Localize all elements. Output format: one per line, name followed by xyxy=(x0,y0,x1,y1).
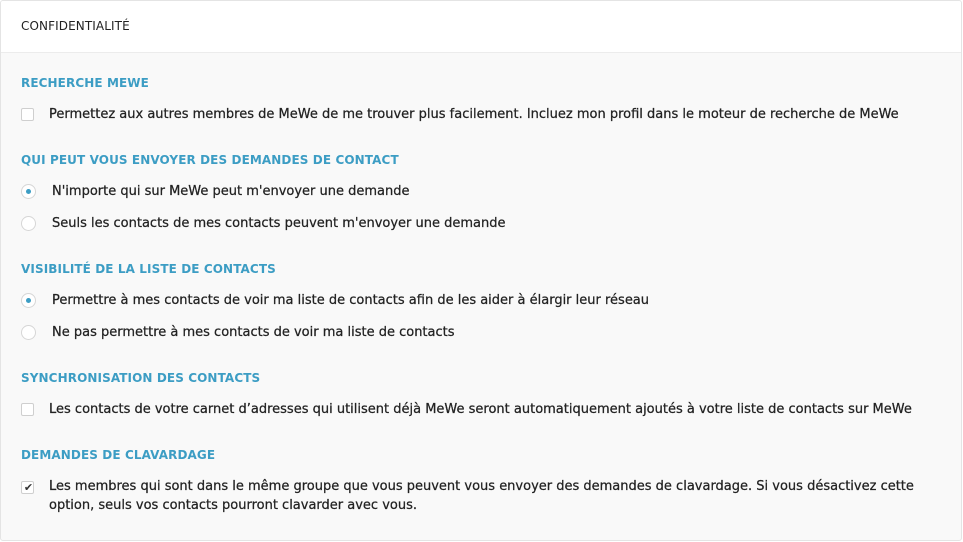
option-label: Ne pas permettre à mes contacts de voir ma liste de contacts xyxy=(52,325,455,340)
section-contact-sync xyxy=(21,370,941,419)
panel-body xyxy=(1,53,961,515)
option-deny-contact-list[interactable] xyxy=(21,323,941,342)
option-contact-sync[interactable] xyxy=(21,400,941,419)
option-label: Seuls les contacts de mes contacts peuvent m'envoyer une demande xyxy=(52,216,506,231)
section-title-contact-sync: SYNCHRONISATION DES CONTACTS xyxy=(21,371,261,385)
search-visibility-checkbox[interactable] xyxy=(21,108,34,121)
panel-header xyxy=(1,1,961,53)
option-label: N'importe qui sur MeWe peut m'envoyer une demande xyxy=(52,184,410,199)
option-label: Permettez aux autres membres de MeWe de me trouver plus facilement. Incluez mon profil dans le moteur de recherche de MeWe xyxy=(49,107,899,122)
section-chat-requests xyxy=(21,447,941,515)
allow-contact-list-radio[interactable] xyxy=(21,293,36,308)
friends-of-friends-radio[interactable] xyxy=(21,216,36,231)
deny-contact-list-radio[interactable] xyxy=(21,325,36,340)
section-title-contact-list-visibility: VISIBILITÉ DE LA LISTE DE CONTACTS xyxy=(21,262,276,276)
radio-selected-dot xyxy=(26,298,31,303)
group-chat-requests-checkbox[interactable] xyxy=(21,481,34,494)
option-allow-contact-list[interactable] xyxy=(21,291,941,310)
option-group-chat-requests[interactable] xyxy=(21,477,941,515)
section-contact-requests xyxy=(21,152,941,233)
contact-sync-checkbox[interactable] xyxy=(21,403,34,416)
option-search-visibility[interactable] xyxy=(21,105,941,124)
option-label: Les contacts de votre carnet d’adresses qui utilisent déjà MeWe seront automatiquement ajoutés à votre liste de contacts sur MeWe xyxy=(49,402,912,417)
option-friends-of-friends-request[interactable] xyxy=(21,214,941,233)
option-anyone-can-request[interactable] xyxy=(21,182,941,201)
option-label: Permettre à mes contacts de voir ma liste de contacts afin de les aider à élargir leur réseau xyxy=(52,293,650,308)
section-title-chat-requests: DEMANDES DE CLAVARDAGE xyxy=(21,448,216,462)
check-icon: ✔ xyxy=(23,481,34,494)
radio-selected-dot xyxy=(26,189,31,194)
section-title-contact-requests: QUI PEUT VOUS ENVOYER DES DEMANDES DE CONTACT xyxy=(21,153,399,167)
anyone-can-request-radio[interactable] xyxy=(21,184,36,199)
section-title-search: RECHERCHE MEWE xyxy=(21,76,149,90)
section-contact-list-visibility xyxy=(21,261,941,342)
option-label: Les membres qui sont dans le même groupe que vous peuvent vous envoyer des demandes de clavardage. Si vous désactivez cette option, seuls vos contacts pourront clavarder avec vous. xyxy=(49,479,914,513)
page-title: CONFIDENTIALITÉ xyxy=(21,18,130,33)
section-search xyxy=(21,75,941,124)
